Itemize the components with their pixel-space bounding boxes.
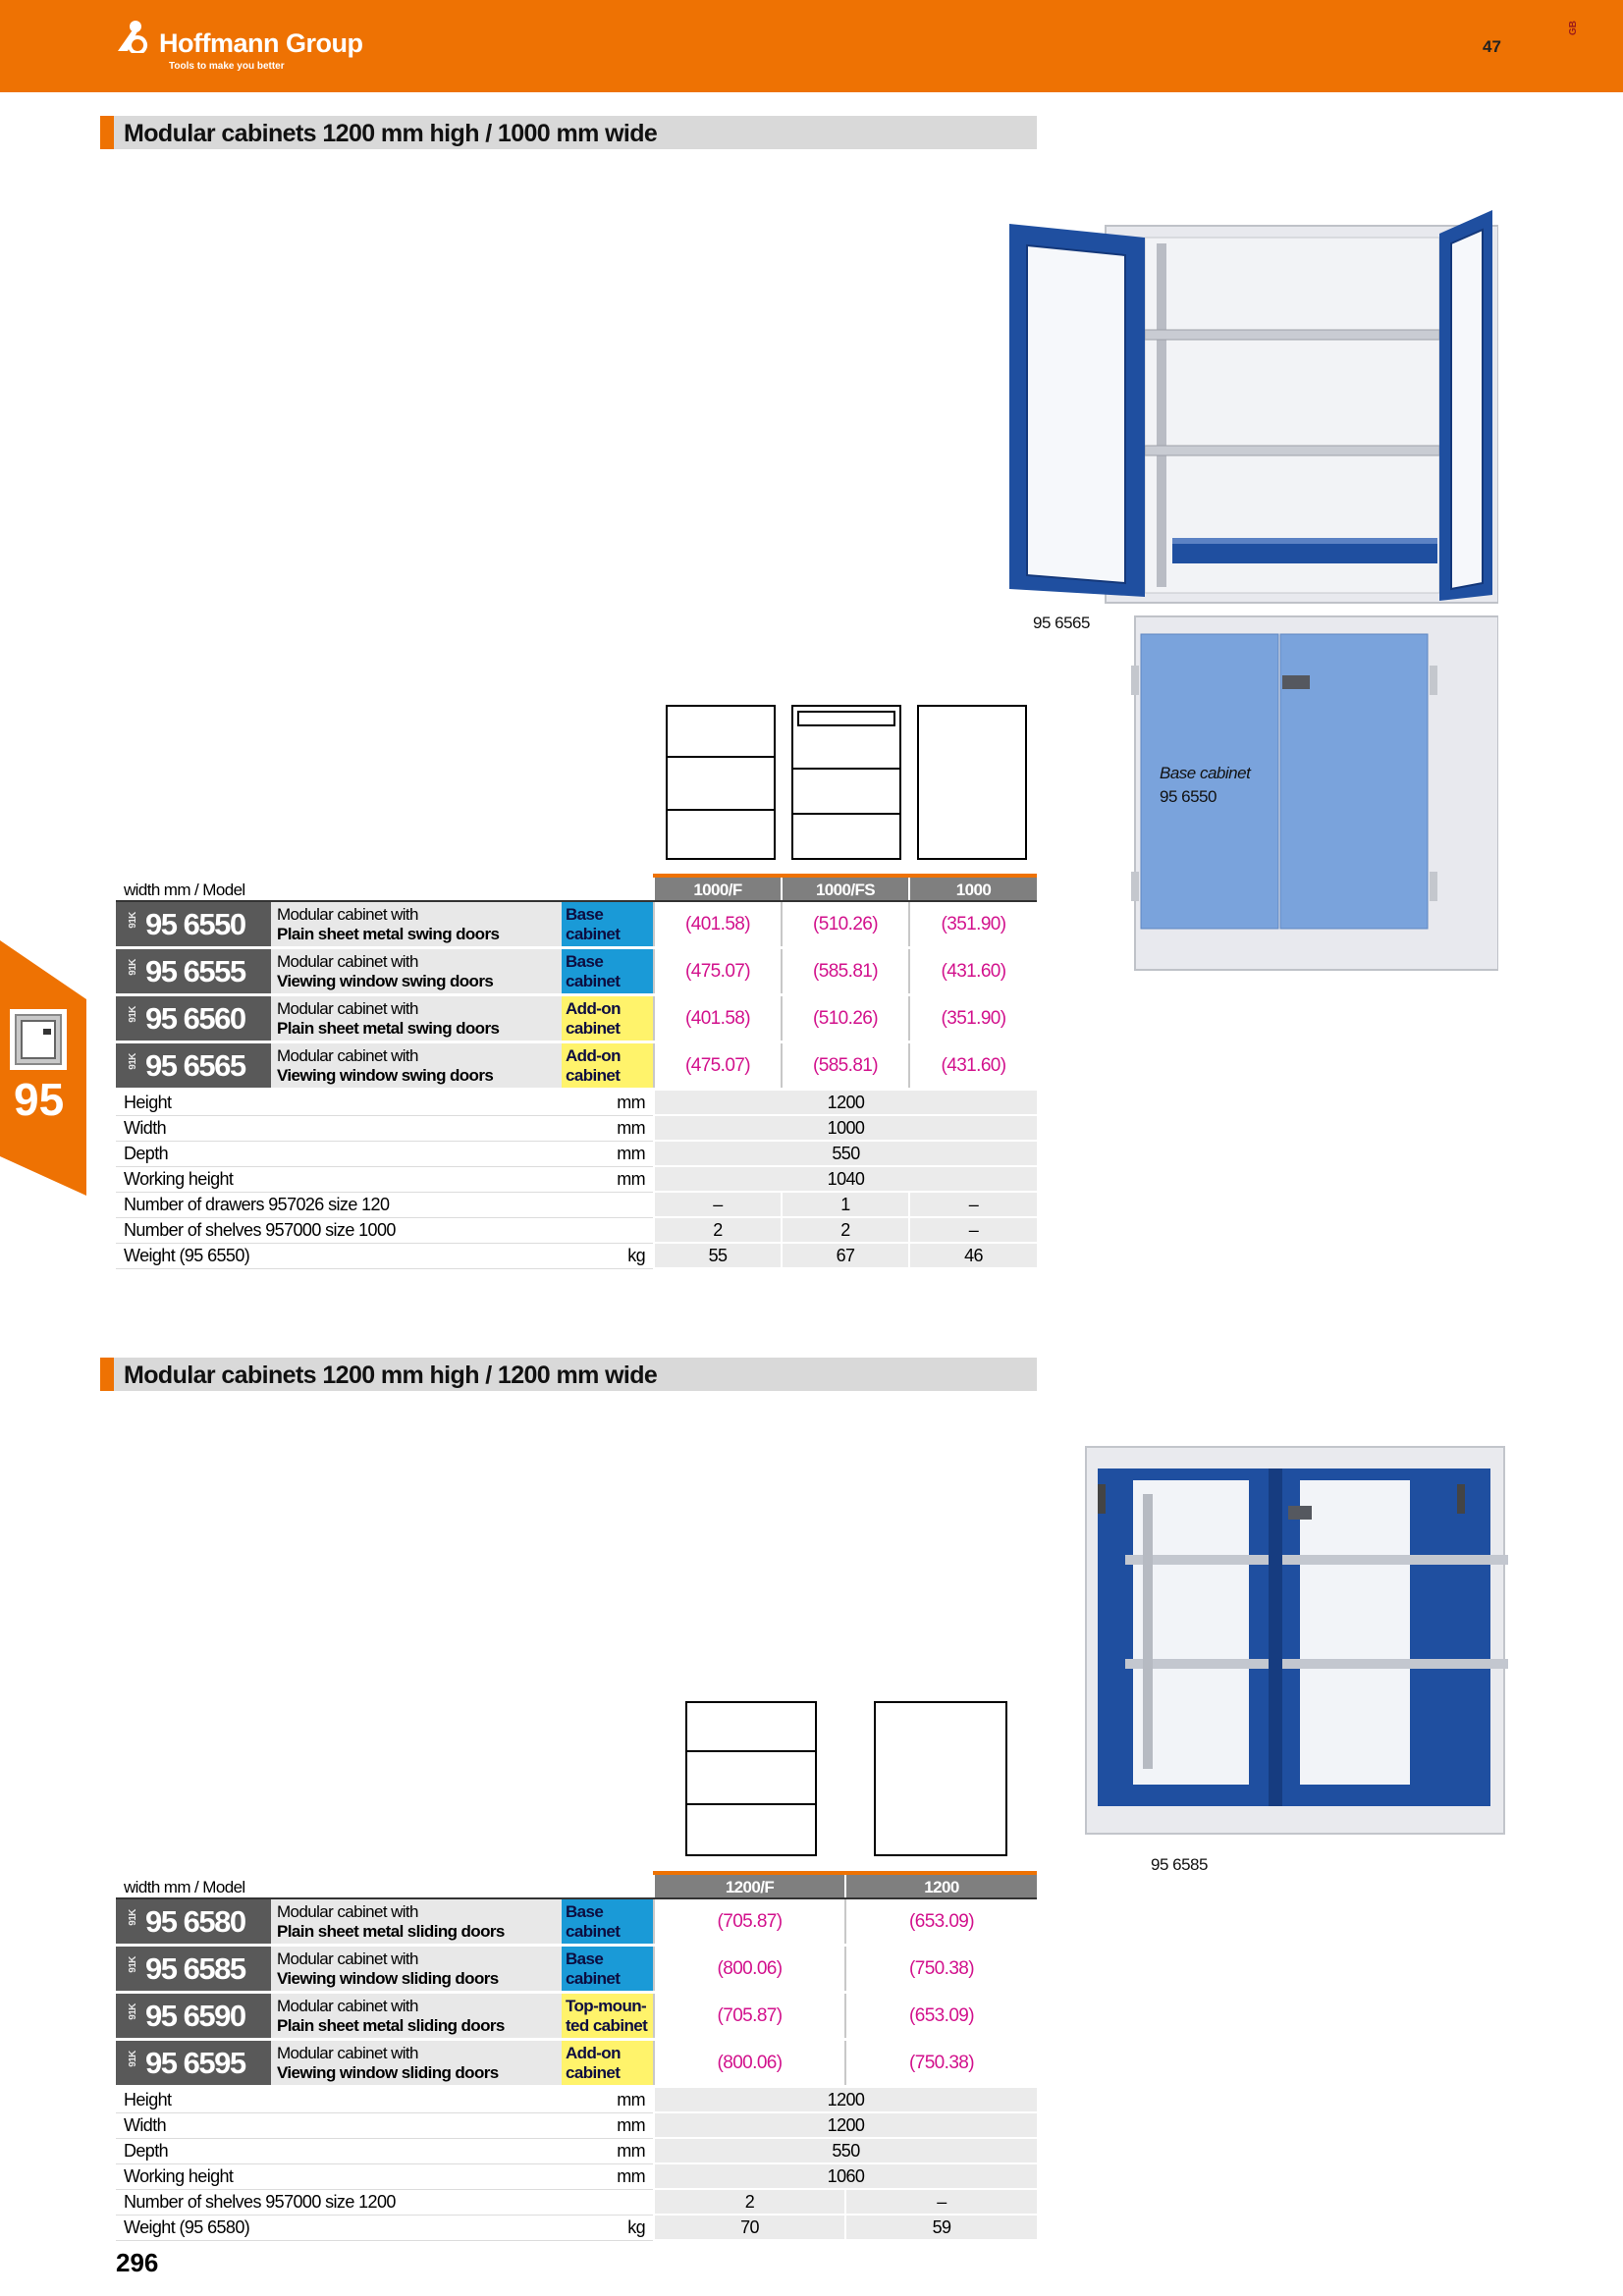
diagram-model-1200-f [685, 1701, 817, 1856]
spec-value: – [654, 1192, 782, 1217]
article-number-cell: 91K 95 6550 [116, 901, 271, 948]
spec-label: Height [116, 2087, 562, 2113]
cabinet-type-badge: Add-on cabinet [562, 2040, 654, 2087]
article-number-cell: 91K 95 6565 [116, 1042, 271, 1090]
page-index: 47 [1483, 37, 1501, 56]
section-title-1200: Modular cabinets 1200 mm high / 1200 mm wide [100, 1358, 1037, 1391]
product-row [116, 1898, 1037, 1946]
spec-value: 2 [654, 2189, 845, 2215]
spec-value: 70 [654, 2215, 845, 2240]
table-header-label: width mm / Model [116, 876, 654, 901]
base-cabinet-note-label: Base cabinet [1160, 764, 1251, 782]
cabinet-type-badge: Base cabinet [562, 1898, 654, 1946]
spec-value: 67 [782, 1243, 909, 1268]
spec-value: 46 [909, 1243, 1037, 1268]
base-cabinet-note-article: 95 6550 [1160, 787, 1217, 806]
article-number-cell: 91K 95 6585 [116, 1946, 271, 1993]
brand-tagline: Tools to make you better [169, 61, 285, 72]
spec-unit: mm [562, 1166, 654, 1192]
spec-label: Depth [116, 1141, 562, 1166]
cabinet-type-badge: Add-on cabinet [562, 995, 654, 1042]
spec-value: 1000 [654, 1115, 1037, 1141]
cabinet-type-badge: Top-moun- ted cabinet [562, 1993, 654, 2040]
page-header [0, 0, 1623, 92]
spec-value: – [909, 1192, 1037, 1217]
product-row [116, 1042, 1037, 1090]
price-cell: (800.06) [654, 2040, 845, 2087]
article-number-cell: 91K 95 6555 [116, 948, 271, 995]
spec-unit [562, 1217, 654, 1243]
brand-name: Hoffmann Group [159, 28, 363, 58]
spec-value: 550 [654, 1141, 1037, 1166]
price-cell: (401.58) [654, 901, 782, 948]
spec-unit: mm [562, 2163, 654, 2189]
spec-value: 1200 [654, 1090, 1037, 1116]
product-description: Modular cabinet with Viewing window swing doors [271, 1042, 562, 1090]
spec-label: Working height [116, 2163, 562, 2189]
product-description: Modular cabinet with Plain sheet metal sliding doors [271, 1993, 562, 2040]
spec-label: Depth [116, 2138, 562, 2163]
article-number-cell: 91K 95 6590 [116, 1993, 271, 2040]
spec-row [116, 1141, 1037, 1166]
product-table-1200 [116, 1871, 1037, 2241]
price-cell: (750.38) [845, 2040, 1037, 2087]
spec-unit [562, 1192, 654, 1217]
language-code: GB [1568, 21, 1579, 35]
price-cell: (705.87) [654, 1898, 845, 1946]
spec-value: 59 [845, 2215, 1037, 2240]
price-cell: (351.90) [909, 995, 1037, 1042]
cabinet-type-badge: Add-on cabinet [562, 1042, 654, 1090]
cabinet-type-badge: Base cabinet [562, 1946, 654, 1993]
spec-row [116, 1115, 1037, 1141]
column-header: 1000/F [654, 876, 782, 901]
spec-label: Weight (95 6580) [116, 2215, 562, 2240]
spec-row [116, 1090, 1037, 1116]
diagram-model-1000 [917, 705, 1027, 860]
spec-value: 1 [782, 1192, 909, 1217]
price-cell: (475.07) [654, 948, 782, 995]
table-header-row [116, 876, 1037, 901]
image-caption-95-6585: 95 6585 [1151, 1855, 1208, 1874]
price-cell: (653.09) [845, 1898, 1037, 1946]
hoffmann-logo-icon [116, 18, 155, 53]
product-description: Modular cabinet with Plain sheet metal swing doors [271, 901, 562, 948]
spec-unit: kg [562, 2215, 654, 2240]
spec-row [116, 2163, 1037, 2189]
product-row [116, 2040, 1037, 2087]
price-cell: (510.26) [782, 995, 909, 1042]
article-number-cell: 91K 95 6560 [116, 995, 271, 1042]
image-caption-95-6565: 95 6565 [1033, 614, 1090, 632]
spec-unit: mm [562, 2138, 654, 2163]
price-cell: (705.87) [654, 1993, 845, 2040]
spec-row [116, 1166, 1037, 1192]
spec-row [116, 1217, 1037, 1243]
spec-row [116, 2112, 1037, 2138]
article-number-cell: 91K 95 6595 [116, 2040, 271, 2087]
spec-value: 1040 [654, 1166, 1037, 1192]
price-cell: (510.26) [782, 901, 909, 948]
price-cell: (750.38) [845, 1946, 1037, 1993]
price-cell: (431.60) [909, 948, 1037, 995]
spec-unit: mm [562, 1090, 654, 1116]
spec-label: Number of shelves 957000 size 1000 [116, 1217, 562, 1243]
price-cell: (585.81) [782, 1042, 909, 1090]
spec-row [116, 1192, 1037, 1217]
spec-unit: mm [562, 2087, 654, 2113]
product-table-1000 [116, 874, 1037, 1269]
spec-value: 1200 [654, 2112, 1037, 2138]
diagram-model-1000-fs [791, 705, 901, 860]
spec-unit: mm [562, 1141, 654, 1166]
column-header: 1200 [845, 1873, 1037, 1898]
page-number: 296 [116, 2248, 159, 2277]
spec-label: Width [116, 2112, 562, 2138]
product-row [116, 1946, 1037, 1993]
spec-unit [562, 2189, 654, 2215]
spec-row [116, 2215, 1037, 2240]
price-cell: (351.90) [909, 901, 1037, 948]
spec-value: – [845, 2189, 1037, 2215]
spec-value: 1200 [654, 2087, 1037, 2113]
product-description: Modular cabinet with Plain sheet metal sliding doors [271, 1898, 562, 1946]
product-row [116, 901, 1037, 948]
cabinet-type-badge: Base cabinet [562, 901, 654, 948]
chapter-number: 95 [14, 1074, 65, 1125]
column-header: 1000 [909, 876, 1037, 901]
product-row [116, 1993, 1037, 2040]
spec-label: Width [116, 1115, 562, 1141]
spec-label: Weight (95 6550) [116, 1243, 562, 1268]
spec-value: 2 [654, 1217, 782, 1243]
spec-row [116, 2138, 1037, 2163]
price-cell: (475.07) [654, 1042, 782, 1090]
spec-label: Working height [116, 1166, 562, 1192]
spec-value: 2 [782, 1217, 909, 1243]
price-cell: (401.58) [654, 995, 782, 1042]
price-cell: (800.06) [654, 1946, 845, 1993]
spec-unit: kg [562, 1243, 654, 1268]
cabinet-image-95-6565 [1007, 204, 1498, 972]
column-header: 1000/FS [782, 876, 909, 901]
spec-row [116, 2087, 1037, 2113]
price-cell: (585.81) [782, 948, 909, 995]
spec-value: 550 [654, 2138, 1037, 2163]
spec-label: Number of drawers 957026 size 120 [116, 1192, 562, 1217]
table-header-label: width mm / Model [116, 1873, 654, 1898]
price-cell: (431.60) [909, 1042, 1037, 1090]
product-description: Modular cabinet with Viewing window sliding doors [271, 2040, 562, 2087]
diagram-model-1200 [874, 1701, 1007, 1856]
price-cell: (653.09) [845, 1993, 1037, 2040]
product-description: Modular cabinet with Viewing window swing doors [271, 948, 562, 995]
product-description: Modular cabinet with Plain sheet metal swing doors [271, 995, 562, 1042]
column-header: 1200/F [654, 1873, 845, 1898]
spec-value: – [909, 1217, 1037, 1243]
spec-value: 55 [654, 1243, 782, 1268]
cabinet-image-95-6585 [1084, 1445, 1508, 1838]
spec-label: Number of shelves 957000 size 1200 [116, 2189, 562, 2215]
chapter-tab [0, 940, 86, 1196]
spec-unit: mm [562, 2112, 654, 2138]
section-title-1000: Modular cabinets 1200 mm high / 1000 mm wide [100, 116, 1037, 149]
table-header-row [116, 1873, 1037, 1898]
cabinet-type-badge: Base cabinet [562, 948, 654, 995]
product-description: Modular cabinet with Viewing window sliding doors [271, 1946, 562, 1993]
spec-label: Height [116, 1090, 562, 1116]
spec-row [116, 2189, 1037, 2215]
article-number-cell: 91K 95 6580 [116, 1898, 271, 1946]
product-row [116, 995, 1037, 1042]
spec-value: 1060 [654, 2163, 1037, 2189]
diagram-model-1000-f [666, 705, 776, 860]
spec-unit: mm [562, 1115, 654, 1141]
product-row [116, 948, 1037, 995]
spec-row [116, 1243, 1037, 1268]
